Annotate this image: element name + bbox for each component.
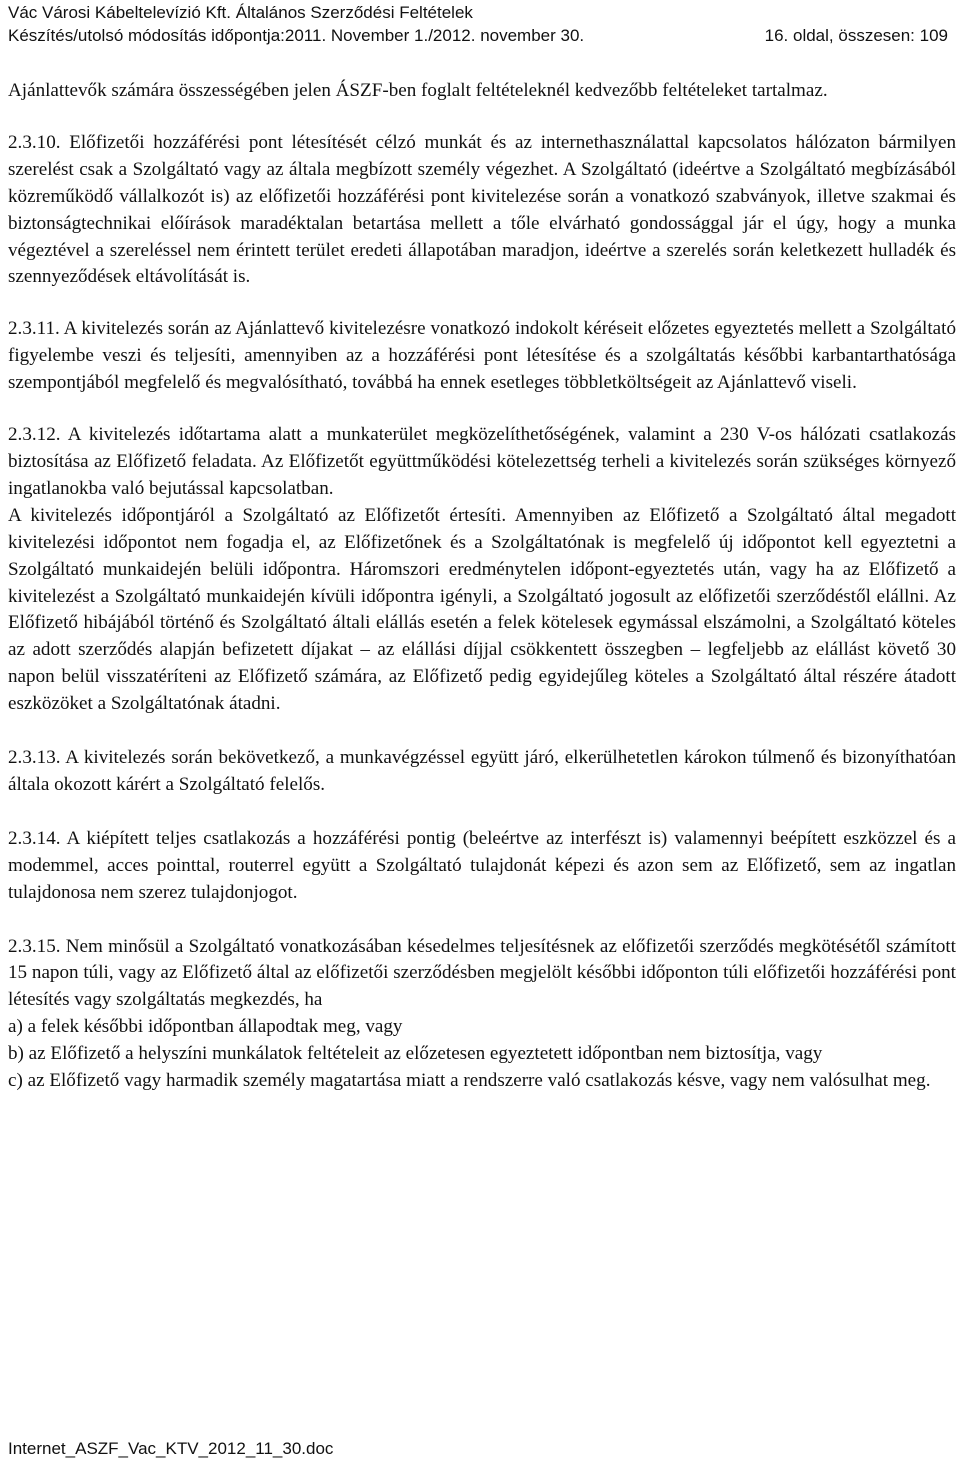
paragraph-2-3-12: 2.3.12. A kivitelezés időtartama alatt a munkaterület megközelíthetőségének, valamint a 230 V-os hálózati csatlakozás biztosítása az Előfizető feladata. Az Előfizetőt együttműködési kötelezettség terheli a kivitelezés során szükséges környező ingatlanokba való bejutással kapcsolatban. — [8, 424, 956, 499]
header-date-text: Készítés/utolsó módosítás időpontja:2011. November 1./2012. november 30. — [8, 26, 585, 45]
paragraph-2-3-11: 2.3.11. A kivitelezés során az Ajánlattevő kivitelezésre vonatkozó indokolt kéréseit előzetes egyeztetés mellett a Szolgáltató figyelembe veszi és teljesíti, amennyiben az a hozzáférési pont létesítése és a szolgáltatás későbbi karbantarthatósága szempontjából megfelelő és megvalósítható, továbbá ha ennek esetleges többletköltségeit az Ajánlattevő viseli. — [8, 318, 956, 394]
list-item-b: b) az Előfizető a helyszíni munkálatok feltételeit az előzetesen egyeztetett időpontban nem biztosítja, vagy — [8, 1043, 823, 1065]
paragraph-2-3-15: 2.3.15. Nem minősül a Szolgáltató vonatkozásában késedelmes teljesítésnek az előfizetői szerződés megkötésétől számított 15 napon túli, vagy az Előfizető által az előfizetői szerződésben megjelölt későbbi időponton túli előfizetői hozzáférési pont létesítés vagy szolgáltatás megkezdés, ha — [8, 935, 956, 1011]
document-body — [8, 78, 956, 1095]
paragraph-2-3-14: 2.3.14. A kiépített teljes csatlakozás a hozzáférési pontig (beleértve az interfészt is) valamennyi beépített eszközzel és a modemmel, acces pointtal, routerrel együtt a Szolgáltató tulajdonát képezi és azon sem az Előfizető, sem az ingatlan tulajdonosa nem szerez tulajdonjogot. — [8, 827, 956, 903]
paragraph-intro-continuation: Ajánlattevők számára összességében jelen ÁSZF-ben foglalt feltételeknél kedvezőbb feltételeket tartalmaz. — [8, 80, 828, 101]
page-number-info: 16. oldal, összesen: 109 — [764, 26, 948, 45]
paragraph-2-3-12-scheduling: A kivitelezés időpontjáról a Szolgáltató az Előfizetőt értesíti. Amennyiben az Előfizető a Szolgáltató által megadott kivitelezési időpontot nem fogadja el, az Előfizetőnek és a Szolgáltatónak is megfelelő új időpontot kell egyeztetni a Szolgáltató munkaidején belüli időpontra. Háromszori eredménytelen időpont-egyeztetés után, vagy ha az Előfizető a kivitelezést a Szolgáltató munkaidején kívüli időpontra igényli, a Szolgáltató jogosult az előfizetői szerződéstől elállni. Az Előfizető hibájából történő és Szolgáltató általi elállás esetén a felek kötelesek egymással elszámolni, a Szolgáltató köteles az adott szerződés alapján befizetett díjakat – az elállási díjjal csökkentett összegben – legfeljebb az elállást követő 30 napon belül visszatéríteni az Előfizető számára, az Előfizető pedig egyidejűleg köteles a Szolgáltató által részére átadott eszközöket a Szolgáltatónak átadni. — [8, 504, 956, 715]
list-item-c: c) az Előfizető vagy harmadik személy magatartása miatt a rendszerre való csatlakozás késve, vagy nem valósulhat meg. — [8, 1070, 931, 1092]
header-modification-date — [8, 26, 952, 46]
header-company-title: Vác Városi Kábeltelevízió Kft. Általános Szerződési Feltételek — [8, 3, 473, 22]
footer-filename: Internet_ASZF_Vac_KTV_2012_11_30.doc — [8, 1439, 334, 1458]
paragraph-2-3-13: 2.3.13. A kivitelezés során bekövetkező, a munkavégzéssel együtt járó, elkerülhetetlen károkon túlmenő és bizonyíthatóan általa okozott kárért a Szolgáltató felelős. — [8, 747, 956, 795]
paragraph-2-3-10: 2.3.10. Előfizetői hozzáférési pont létesítését célzó munkát és az internethasználattal kapcsolatos hálózaton bármilyen szerelést csak a Szolgáltató vagy az általa megbízott személy végezhet. A Szolgáltató (ideértve a Szolgáltató megbízásából közreműködő vállalkozót is) az előfizetői hozzáférési pont kivitelezése során a vonatkozó szabványok, illetve szakmai és biztonságtechnikai előírások maradéktalan betartása mellett a tőle elvárható gondossággal jár el úgy, hogy a munka végeztével a szereléssel nem érintett terület eredeti állapotában maradjon, ideértve a szerelés során keletkezett hulladék és szennyeződések eltávolítását is. — [8, 131, 956, 288]
list-item-a: a) a felek későbbi időpontban állapodtak meg, vagy — [8, 1016, 403, 1038]
